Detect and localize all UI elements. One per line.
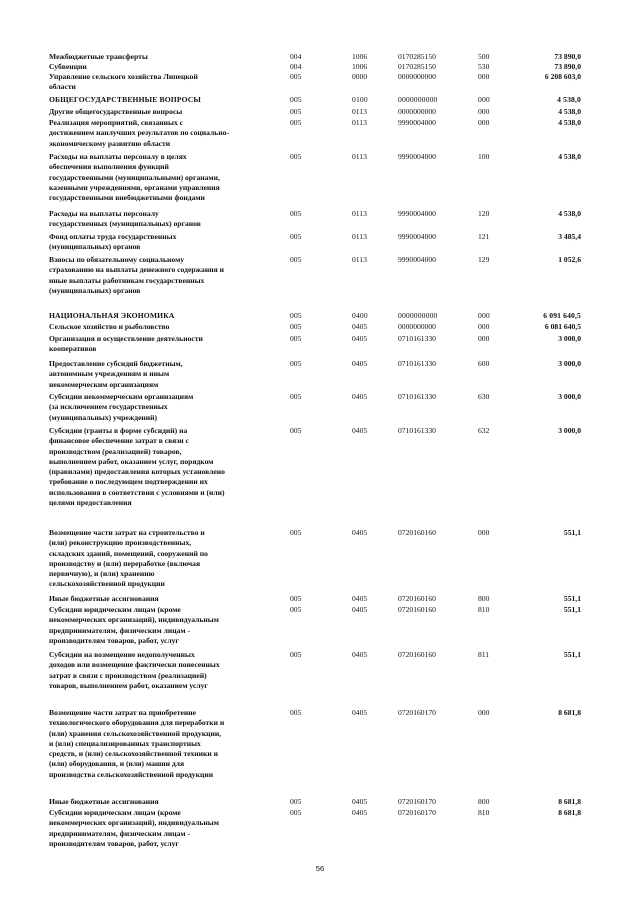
row-name: Расходы на выплаты персоналу государственных (муниципальных) органов [49, 209, 201, 229]
code-ministry: 005 [290, 152, 302, 161]
code-target: 0170285150 [398, 52, 436, 61]
code-expense-type: 000 [478, 95, 490, 104]
code-ministry: 005 [290, 426, 302, 435]
row-name: Возмещение части затрат на приобретение технологического оборудования для переработки и (или) хранения сельскохозяйственной продукции, и (или) специализированных транспортных средств, и (или) сельскохозяйственной техники и (или) оборудования, и (или) машин для производства сельскохозяйственной продукции [49, 708, 225, 779]
code-section: 0405 [352, 392, 368, 401]
row-amount: 551,1 [563, 650, 581, 659]
code-ministry: 004 [290, 52, 302, 61]
code-target: 0720160170 [398, 797, 436, 806]
code-section: 0000 [352, 72, 368, 81]
code-section: 0405 [352, 426, 368, 435]
row-name: Иные бюджетные ассигнования [49, 797, 159, 806]
code-ministry: 005 [290, 209, 302, 218]
row-name: Сельское хозяйство и рыболовство [49, 322, 170, 331]
row-name: Иные бюджетные ассигнования [49, 594, 159, 603]
code-ministry: 005 [290, 118, 302, 127]
code-ministry: 005 [290, 708, 302, 717]
row-amount: 3 000,0 [558, 359, 581, 368]
code-ministry: 005 [290, 594, 302, 603]
code-expense-type: 810 [478, 808, 490, 817]
row-amount: 551,1 [563, 594, 581, 603]
code-target: 0000000000 [398, 95, 438, 104]
row-name: Организация и осуществление деятельности кооперативов [49, 334, 203, 354]
code-target: 0720160160 [398, 528, 436, 537]
code-section: 0405 [352, 528, 368, 537]
code-target: 0710161330 [398, 426, 436, 435]
row-name: Возмещение части затрат на строительство и (или) реконструкцию производственных, складских зданий, помещений, сооружений по производству и (или) переработке (включая первичную), и (или) хранению сельскохозяйственной продукции [49, 528, 208, 589]
row-amount: 551,1 [563, 528, 581, 537]
row-amount: 3 485,4 [558, 232, 581, 241]
code-ministry: 005 [290, 359, 302, 368]
row-name: Взносы по обязательному социальному страхованию на выплаты денежного содержания и иные выплаты работникам государственных (муниципальных) органов [49, 255, 224, 295]
row-amount: 3 000,0 [558, 334, 581, 343]
code-ministry: 005 [290, 255, 302, 264]
code-expense-type: 630 [478, 392, 490, 401]
code-target: 0720160160 [398, 650, 436, 659]
code-expense-type: 000 [478, 72, 490, 81]
code-target: 0000000000 [398, 72, 436, 81]
row-amount: 8 681,8 [558, 797, 581, 806]
row-amount: 6 208 603,0 [544, 72, 581, 81]
row-name: Другие общегосударственные вопросы [49, 107, 183, 116]
row-amount: 4 538,0 [558, 152, 581, 161]
row-amount: 1 052,6 [558, 255, 581, 264]
code-expense-type: 810 [478, 605, 490, 614]
row-name: Фонд оплаты труда государственных (муниципальных) органов [49, 232, 177, 252]
code-target: 9990004000 [398, 209, 436, 218]
code-section: 0113 [352, 107, 367, 116]
code-section: 0405 [352, 359, 368, 368]
code-section: 0113 [352, 255, 367, 264]
code-section: 0405 [352, 334, 368, 343]
code-ministry: 005 [290, 392, 302, 401]
code-section: 0400 [352, 311, 368, 320]
code-expense-type: 632 [478, 426, 490, 435]
row-amount: 4 538,0 [558, 118, 581, 127]
row-amount: 4 538,0 [558, 209, 581, 218]
code-target: 0000000000 [398, 107, 436, 116]
row-amount: 8 681,8 [558, 708, 581, 717]
code-section: 0113 [352, 152, 367, 161]
code-expense-type: 800 [478, 594, 490, 603]
code-ministry: 005 [290, 334, 302, 343]
code-section: 0405 [352, 322, 368, 331]
code-section: 0405 [352, 808, 368, 817]
row-amount: 4 538,0 [557, 95, 581, 104]
code-section: 0100 [352, 95, 368, 104]
row-name: Субсидии юридическим лицам (кроме некоммерческих организаций), индивидуальным предпринимателям, физическим лицам - производителям товаров, работ, услуг [49, 808, 219, 848]
row-name: Субвенции [49, 62, 87, 71]
row-name: Межбюджетные трансферты [49, 52, 148, 61]
code-ministry: 005 [290, 650, 302, 659]
row-name: Расходы на выплаты персоналу в целях обеспечения выполнения функций государственными (муниципальными) органами, казенными учреждениями, органами управления государственными внебюджетными фондами [49, 152, 220, 203]
code-target: 9990004000 [398, 255, 436, 264]
code-target: 9990004000 [398, 118, 436, 127]
code-expense-type: 000 [478, 311, 490, 320]
code-target: 0000000000 [398, 311, 438, 320]
code-ministry: 005 [290, 232, 302, 241]
code-expense-type: 500 [478, 52, 490, 61]
row-amount: 551,1 [563, 605, 581, 614]
row-amount: 73 890,0 [554, 62, 581, 71]
code-ministry: 005 [290, 808, 302, 817]
code-expense-type: 600 [478, 359, 490, 368]
code-target: 0720160170 [398, 808, 436, 817]
row-name: Субсидии (гранты в форме субсидий) на финансовое обеспечение затрат в связи с производством (реализацией) товаров, выполнением работ, оказанием услуг, порядком (правилами) предоставления которых установлено требование о последующем подтверждении их использования в соответствии с условиями и (или) целями предоставления [49, 426, 225, 508]
row-amount: 6 081 640,5 [544, 322, 581, 331]
code-target: 0170285150 [398, 62, 436, 71]
code-target: 9990004000 [398, 232, 436, 241]
row-name: Управление сельского хозяйства Липецкой области [49, 72, 198, 92]
code-ministry: 005 [290, 322, 302, 331]
code-target: 9990004000 [398, 152, 436, 161]
row-name: Реализация мероприятий, связанных с достижением наилучших результатов по социально- экономическому развитию области [49, 118, 230, 148]
code-ministry: 005 [290, 95, 302, 104]
code-ministry: 005 [290, 72, 302, 81]
code-section: 0405 [352, 594, 368, 603]
code-section: 0405 [352, 708, 368, 717]
code-ministry: 005 [290, 797, 302, 806]
row-amount: 4 538,0 [558, 107, 581, 116]
code-expense-type: 000 [478, 107, 490, 116]
code-ministry: 005 [290, 107, 302, 116]
row-amount: 3 000,0 [558, 426, 581, 435]
code-section: 1006 [352, 62, 368, 71]
code-expense-type: 100 [478, 152, 490, 161]
code-ministry: 005 [290, 311, 302, 320]
code-section: 0113 [352, 209, 367, 218]
code-ministry: 005 [290, 528, 302, 537]
code-expense-type: 000 [478, 528, 490, 537]
row-amount: 8 681,8 [558, 808, 581, 817]
code-ministry: 004 [290, 62, 302, 71]
code-expense-type: 530 [478, 62, 490, 71]
code-target: 0720160170 [398, 708, 436, 717]
row-amount: 6 091 640,5 [543, 311, 581, 320]
row-name: Субсидии юридическим лицам (кроме некоммерческих организаций), индивидуальным предпринимателям, физическим лицам - производителям товаров, работ, услуг [49, 605, 219, 645]
code-target: 0000000000 [398, 322, 436, 331]
code-expense-type: 000 [478, 322, 490, 331]
code-section: 0113 [352, 232, 367, 241]
row-name: ОБЩЕГОСУДАРСТВЕННЫЕ ВОПРОСЫ [49, 95, 201, 104]
row-name: Предоставление субсидий бюджетным, автономным учреждениям и иным некоммерческим организациям [49, 359, 183, 389]
page-number: 56 [315, 864, 325, 873]
code-expense-type: 000 [478, 334, 490, 343]
code-expense-type: 121 [478, 232, 490, 241]
code-expense-type: 800 [478, 797, 490, 806]
row-amount: 3 000,0 [558, 392, 581, 401]
row-amount: 73 890,0 [554, 52, 581, 61]
code-expense-type: 129 [478, 255, 490, 264]
code-expense-type: 000 [478, 118, 490, 127]
code-section: 0113 [352, 118, 367, 127]
code-ministry: 005 [290, 605, 302, 614]
code-section: 0405 [352, 650, 368, 659]
code-section: 0405 [352, 797, 368, 806]
code-expense-type: 120 [478, 209, 490, 218]
code-section: 0405 [352, 605, 368, 614]
code-expense-type: 000 [478, 708, 490, 717]
code-target: 0710161330 [398, 359, 436, 368]
code-target: 0710161330 [398, 334, 436, 343]
row-name: Субсидии некоммерческим организациям (за исключением государственных (муниципальных) учреждений) [49, 392, 194, 422]
code-target: 0710161330 [398, 392, 436, 401]
row-name: Субсидии на возмещение недополученных доходов или возмещение фактически понесенных затрат в связи с производством (реализацией) товаров, выполнением работ, оказанием услуг [49, 650, 220, 690]
code-expense-type: 811 [478, 650, 490, 659]
row-name: НАЦИОНАЛЬНАЯ ЭКОНОМИКА [49, 311, 175, 320]
code-section: 1006 [352, 52, 368, 61]
code-target: 0720160160 [398, 594, 436, 603]
code-target: 0720160160 [398, 605, 436, 614]
